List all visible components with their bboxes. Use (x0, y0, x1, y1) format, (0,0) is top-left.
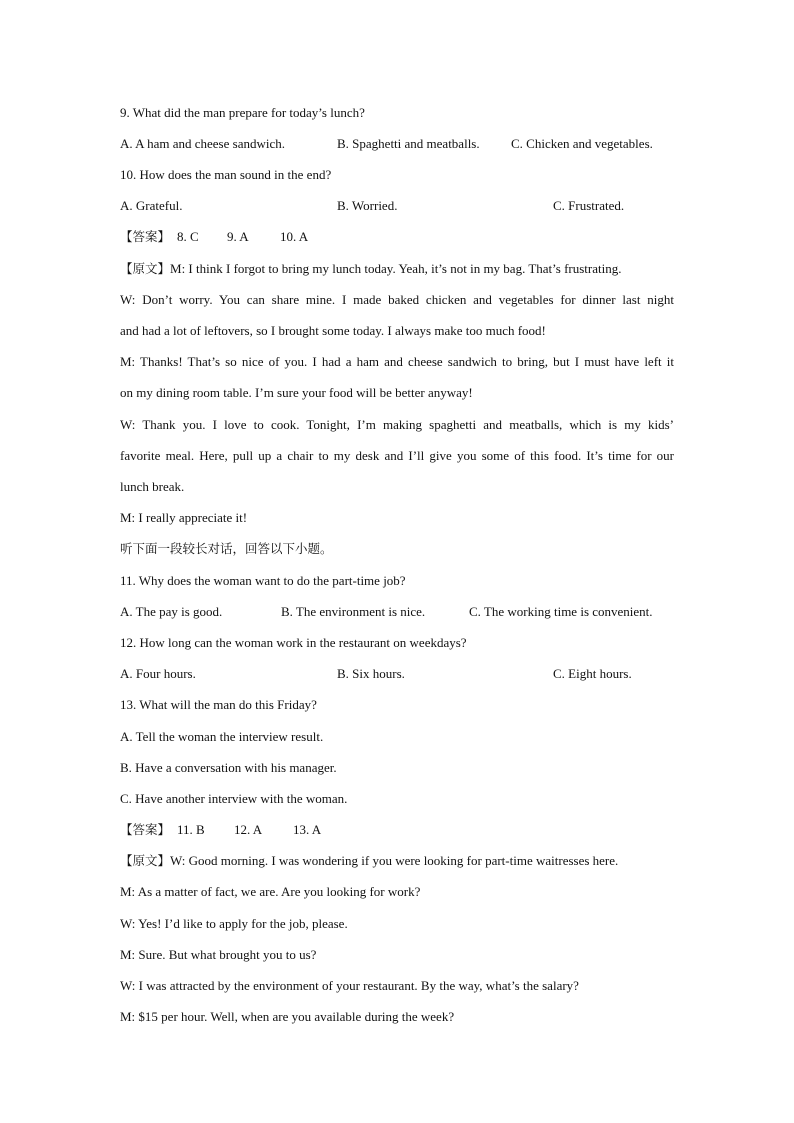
question-13: 13. What will the man do this Friday? (120, 697, 317, 712)
transcript-1-line-7: favorite meal. Here, pull up a chair to my desk and I’ll give you some of this food. It’s time for our (120, 448, 674, 463)
transcript-1-line-4: M: Thanks! That’s so nice of you. I had a ham and cheese sandwich to bring, but I must have left it (120, 354, 674, 369)
question-12-options (120, 665, 680, 683)
answer-tag: 【答案】 (120, 229, 171, 244)
question-11-options (120, 603, 680, 621)
question-10-options (120, 197, 680, 215)
option-c: C. Frustrated. (553, 198, 625, 213)
question-9: 9. What did the man prepare for today’s lunch? (120, 105, 365, 120)
answer-key-1 (120, 228, 420, 246)
option-c: C. The working time is convenient. (469, 604, 653, 619)
answer-item: 9. A (227, 229, 249, 244)
transcript-1-line-3: and had a lot of leftovers, so I brought some today. I always make too much food! (120, 323, 546, 338)
question-10: 10. How does the man sound in the end? (120, 167, 332, 182)
option-b: B. Worried. (337, 198, 398, 213)
question-9-options (120, 135, 680, 153)
option-b: B. Six hours. (337, 666, 405, 681)
question-12: 12. How long can the woman work in the restaurant on weekdays? (120, 635, 467, 650)
answer-item: 12. A (234, 822, 263, 837)
transcript-text: M: I think I forgot to bring my lunch today. Yeah, it’s not in my bag. That’s frustrating. (170, 261, 622, 276)
option-a: A. Tell the woman the interview result. (120, 729, 324, 744)
transcript-1-line-8: lunch break. (120, 479, 185, 494)
transcript-1-line-9: M: I really appreciate it! (120, 510, 248, 525)
answer-item: 13. A (293, 822, 322, 837)
section-instruction: 听下面一段较长对话，回答以下小题。 (120, 541, 333, 556)
option-b: B. Spaghetti and meatballs. (337, 136, 480, 151)
transcript-2-line-2: M: As a matter of fact, we are. Are you looking for work? (120, 884, 421, 899)
answer-tag: 【答案】 (120, 822, 171, 837)
transcript-2-line-4: M: Sure. But what brought you to us? (120, 947, 317, 962)
transcript-1-line-6: W: Thank you. I love to cook. Tonight, I’m making spaghetti and meatballs, which is my kids’ (120, 417, 674, 432)
transcript-2-line-5: W: I was attracted by the environment of your restaurant. By the way, what’s the salary? (120, 978, 579, 993)
transcript-tag: 【原文】 (120, 853, 171, 868)
transcript-1-line-1 (120, 260, 622, 278)
transcript-2-line-1 (120, 852, 618, 870)
transcript-1-line-2: W: Don’t worry. You can share mine. I made baked chicken and vegetables for dinner last night (120, 292, 674, 307)
option-c: C. Eight hours. (553, 666, 632, 681)
answer-item: 10. A (280, 229, 309, 244)
transcript-2-line-3: W: Yes! I’d like to apply for the job, please. (120, 916, 348, 931)
option-b: B. The environment is nice. (281, 604, 426, 619)
option-b: B. Have a conversation with his manager. (120, 760, 337, 775)
option-a: A. The pay is good. (120, 604, 223, 619)
question-11: 11. Why does the woman want to do the part-time job? (120, 573, 406, 588)
option-a: A. Four hours. (120, 666, 196, 681)
transcript-2-line-6: M: $15 per hour. Well, when are you available during the week? (120, 1009, 455, 1024)
answer-key-2 (120, 821, 420, 839)
option-c: C. Chicken and vegetables. (511, 136, 653, 151)
transcript-1-line-5: on my dining room table. I’m sure your food will be better anyway! (120, 385, 473, 400)
option-c: C. Have another interview with the woman. (120, 791, 348, 806)
answer-item: 11. B (177, 822, 205, 837)
transcript-text: W: Good morning. I was wondering if you were looking for part-time waitresses here. (170, 853, 619, 868)
answer-item: 8. C (177, 229, 199, 244)
option-a: A. Grateful. (120, 198, 183, 213)
option-a: A. A ham and cheese sandwich. (120, 136, 285, 151)
transcript-tag: 【原文】 (120, 261, 171, 276)
